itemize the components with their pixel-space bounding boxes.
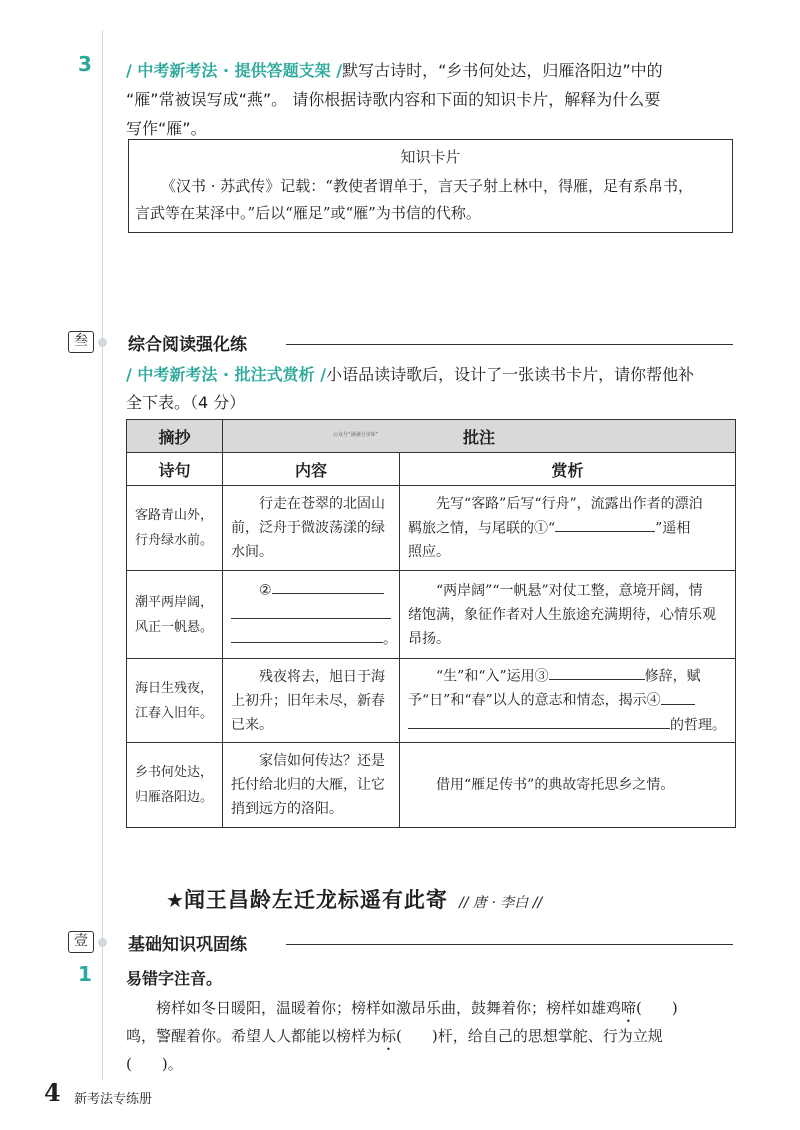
reading-card-table xyxy=(126,419,736,828)
section-dot xyxy=(98,338,107,347)
answer-blank-4[interactable] xyxy=(661,688,695,704)
emphasized-char: 标 xyxy=(381,1027,397,1045)
question-line: 杆，给自己的思想掌舵、行为立规 xyxy=(437,1027,663,1045)
analysis-cell xyxy=(400,743,736,828)
analysis-line: ”遥相 xyxy=(655,520,691,537)
answer-blank-1[interactable] xyxy=(555,516,655,532)
prompt-line: 全下表。（4 分） xyxy=(126,393,246,412)
analysis-line: 先写“客路”后写“行舟”，流露出作者的漂泊 xyxy=(436,495,703,512)
col-poem: 诗句 xyxy=(127,453,223,486)
poem-cell xyxy=(127,486,223,571)
analysis-line: 借用“雁足传书”的典故寄托思乡之情。 xyxy=(436,777,675,793)
poem-line: 江春入旧年。 xyxy=(135,705,214,721)
content-cell xyxy=(223,659,400,743)
analysis-cell xyxy=(400,486,736,571)
table-row xyxy=(127,659,736,743)
question-line: 默写古诗时，“乡书何处达，归雁洛阳边”中的 xyxy=(342,61,663,80)
header-excerpt: 摘抄 xyxy=(127,420,223,453)
question-line: 写作“雁”。 xyxy=(126,119,207,138)
left-rail xyxy=(102,30,103,1080)
emphasized-char: 啼 xyxy=(621,999,637,1017)
question-tag: / 中考新考法 · 提供答题支架 / xyxy=(126,61,343,80)
content-line: 托付给北归的大雁，让它 xyxy=(231,777,385,793)
analysis-line: 昂扬。 xyxy=(408,630,450,647)
col-analysis: 赏析 xyxy=(400,453,736,486)
section-dot xyxy=(98,938,107,947)
section-3-prompt xyxy=(126,360,746,420)
poem-line: 海日生残夜， xyxy=(135,680,214,696)
prompt-line: 小语品读诗歌后，设计了一张读书卡片，请你帮他补 xyxy=(326,365,695,384)
header-annotation-label: 批注 xyxy=(463,427,496,447)
card-text: 《汉书 · 苏武传》记载：“教使者谓单于，言天子射上林中，得雁，足有系帛书， xyxy=(161,177,693,195)
question-line: 鸣，警醒着你。希望人人都能以榜样为 xyxy=(126,1027,382,1045)
poem-author: // 唐 · 李白 // xyxy=(459,895,543,911)
question-title: 易错字注音。 xyxy=(126,969,223,988)
card-title: 知识卡片 xyxy=(400,148,461,166)
section-rule xyxy=(286,944,733,945)
question-number: 3 xyxy=(78,52,92,76)
poem-title-row xyxy=(166,884,542,914)
analysis-cell xyxy=(400,571,736,659)
knowledge-card xyxy=(128,139,733,233)
poem-line: 潮平两岸阔， xyxy=(135,594,214,610)
analysis-line: 羁旅之情，与尾联的①“ xyxy=(408,520,556,537)
answer-paren-3[interactable]: ( ) xyxy=(126,1055,168,1073)
content-line: 已来。 xyxy=(231,716,273,733)
section-title: 综合阅读强化练 xyxy=(128,335,247,355)
star-icon: ★ xyxy=(166,888,184,912)
question-number: 1 xyxy=(78,962,92,986)
poem-line: 行舟绿水前。 xyxy=(135,533,214,548)
analysis-line: “两岸阔”“一帆悬”对仗工整，意境开阔，情 xyxy=(436,582,703,599)
content-line: 水间。 xyxy=(231,544,273,560)
content-line: 上初升；旧年未尽，新春 xyxy=(231,692,385,709)
question-1-text xyxy=(126,994,746,1074)
analysis-cell xyxy=(400,659,736,743)
answer-blank-3[interactable] xyxy=(549,664,645,680)
analysis-line: 修辞，赋 xyxy=(644,668,701,685)
content-line: 行走在苍翠的北固山 xyxy=(259,496,385,512)
answer-blank-2b[interactable] xyxy=(231,602,391,618)
poem-title: 闻王昌龄左迁龙标遥有此寄 xyxy=(183,888,448,912)
question-3-text xyxy=(126,56,746,136)
content-line: 家信如何传达？还是 xyxy=(259,753,385,769)
analysis-line: 绪饱满，象征作者对人生旅途充满期待，心情乐观 xyxy=(408,606,716,623)
answer-blank-2[interactable] xyxy=(272,578,384,594)
content-cell xyxy=(223,571,400,659)
content-line: 。 xyxy=(383,631,397,648)
section-title: 基础知识巩固练 xyxy=(128,935,247,955)
poem-line: 风正一帆悬。 xyxy=(135,619,214,635)
poem-line: 客路青山外， xyxy=(135,508,214,523)
card-text: 言武等在某泽中。”后以“雁足”或“雁”为书信的代称。 xyxy=(135,204,481,222)
content-cell xyxy=(223,743,400,828)
analysis-line: 予“日”和“春”以人的意志和情态，揭示④ xyxy=(408,692,661,709)
poem-cell xyxy=(127,743,223,828)
section-icon: 叁 xyxy=(68,331,94,353)
answer-paren-2[interactable]: ( ) xyxy=(396,1027,438,1045)
answer-blank-4b[interactable] xyxy=(408,713,670,729)
col-content: 内容 xyxy=(223,453,400,486)
content-line: 捎到远方的洛阳。 xyxy=(231,801,343,817)
question-line: “雁”常被误写成“燕”。 请你根据诗歌内容和下面的知识卡片，解释为什么要 xyxy=(126,90,661,109)
table-row xyxy=(127,486,736,571)
table-row xyxy=(127,743,736,828)
content-cell xyxy=(223,486,400,571)
content-line: 残夜将去，旭日于海 xyxy=(259,668,385,685)
question-line: 榜样如冬日暖阳，温暖着你；榜样如激昂乐曲，鼓舞着你；榜样如雄鸡 xyxy=(156,999,622,1017)
analysis-line: 照应。 xyxy=(408,544,450,561)
poem-line: 归雁洛阳边。 xyxy=(135,790,214,805)
watermark-text: 公众号“满满分享库” xyxy=(333,432,379,438)
poem-line: 乡书何处达， xyxy=(135,765,214,780)
analysis-line: “生”和“入”运用③ xyxy=(436,668,549,685)
table-row xyxy=(127,571,736,659)
content-line: 前，泛舟于微波荡漾的绿 xyxy=(231,520,385,536)
analysis-line: 的哲理。 xyxy=(670,717,726,734)
content-line: ② xyxy=(259,582,272,599)
book-name: 新考法专练册 xyxy=(74,1092,153,1107)
header-annotation xyxy=(223,420,736,453)
poem-cell xyxy=(127,659,223,743)
answer-blank-2c[interactable] xyxy=(231,627,383,643)
poem-cell xyxy=(127,571,223,659)
page-number: 4 xyxy=(44,1078,61,1107)
section-icon: 壹 xyxy=(68,931,94,953)
section-rule xyxy=(286,344,733,345)
answer-paren-1[interactable]: ( ) xyxy=(636,999,678,1017)
question-tag: / 中考新考法 · 批注式赏析 / xyxy=(126,365,327,384)
question-line: 。 xyxy=(167,1055,183,1073)
